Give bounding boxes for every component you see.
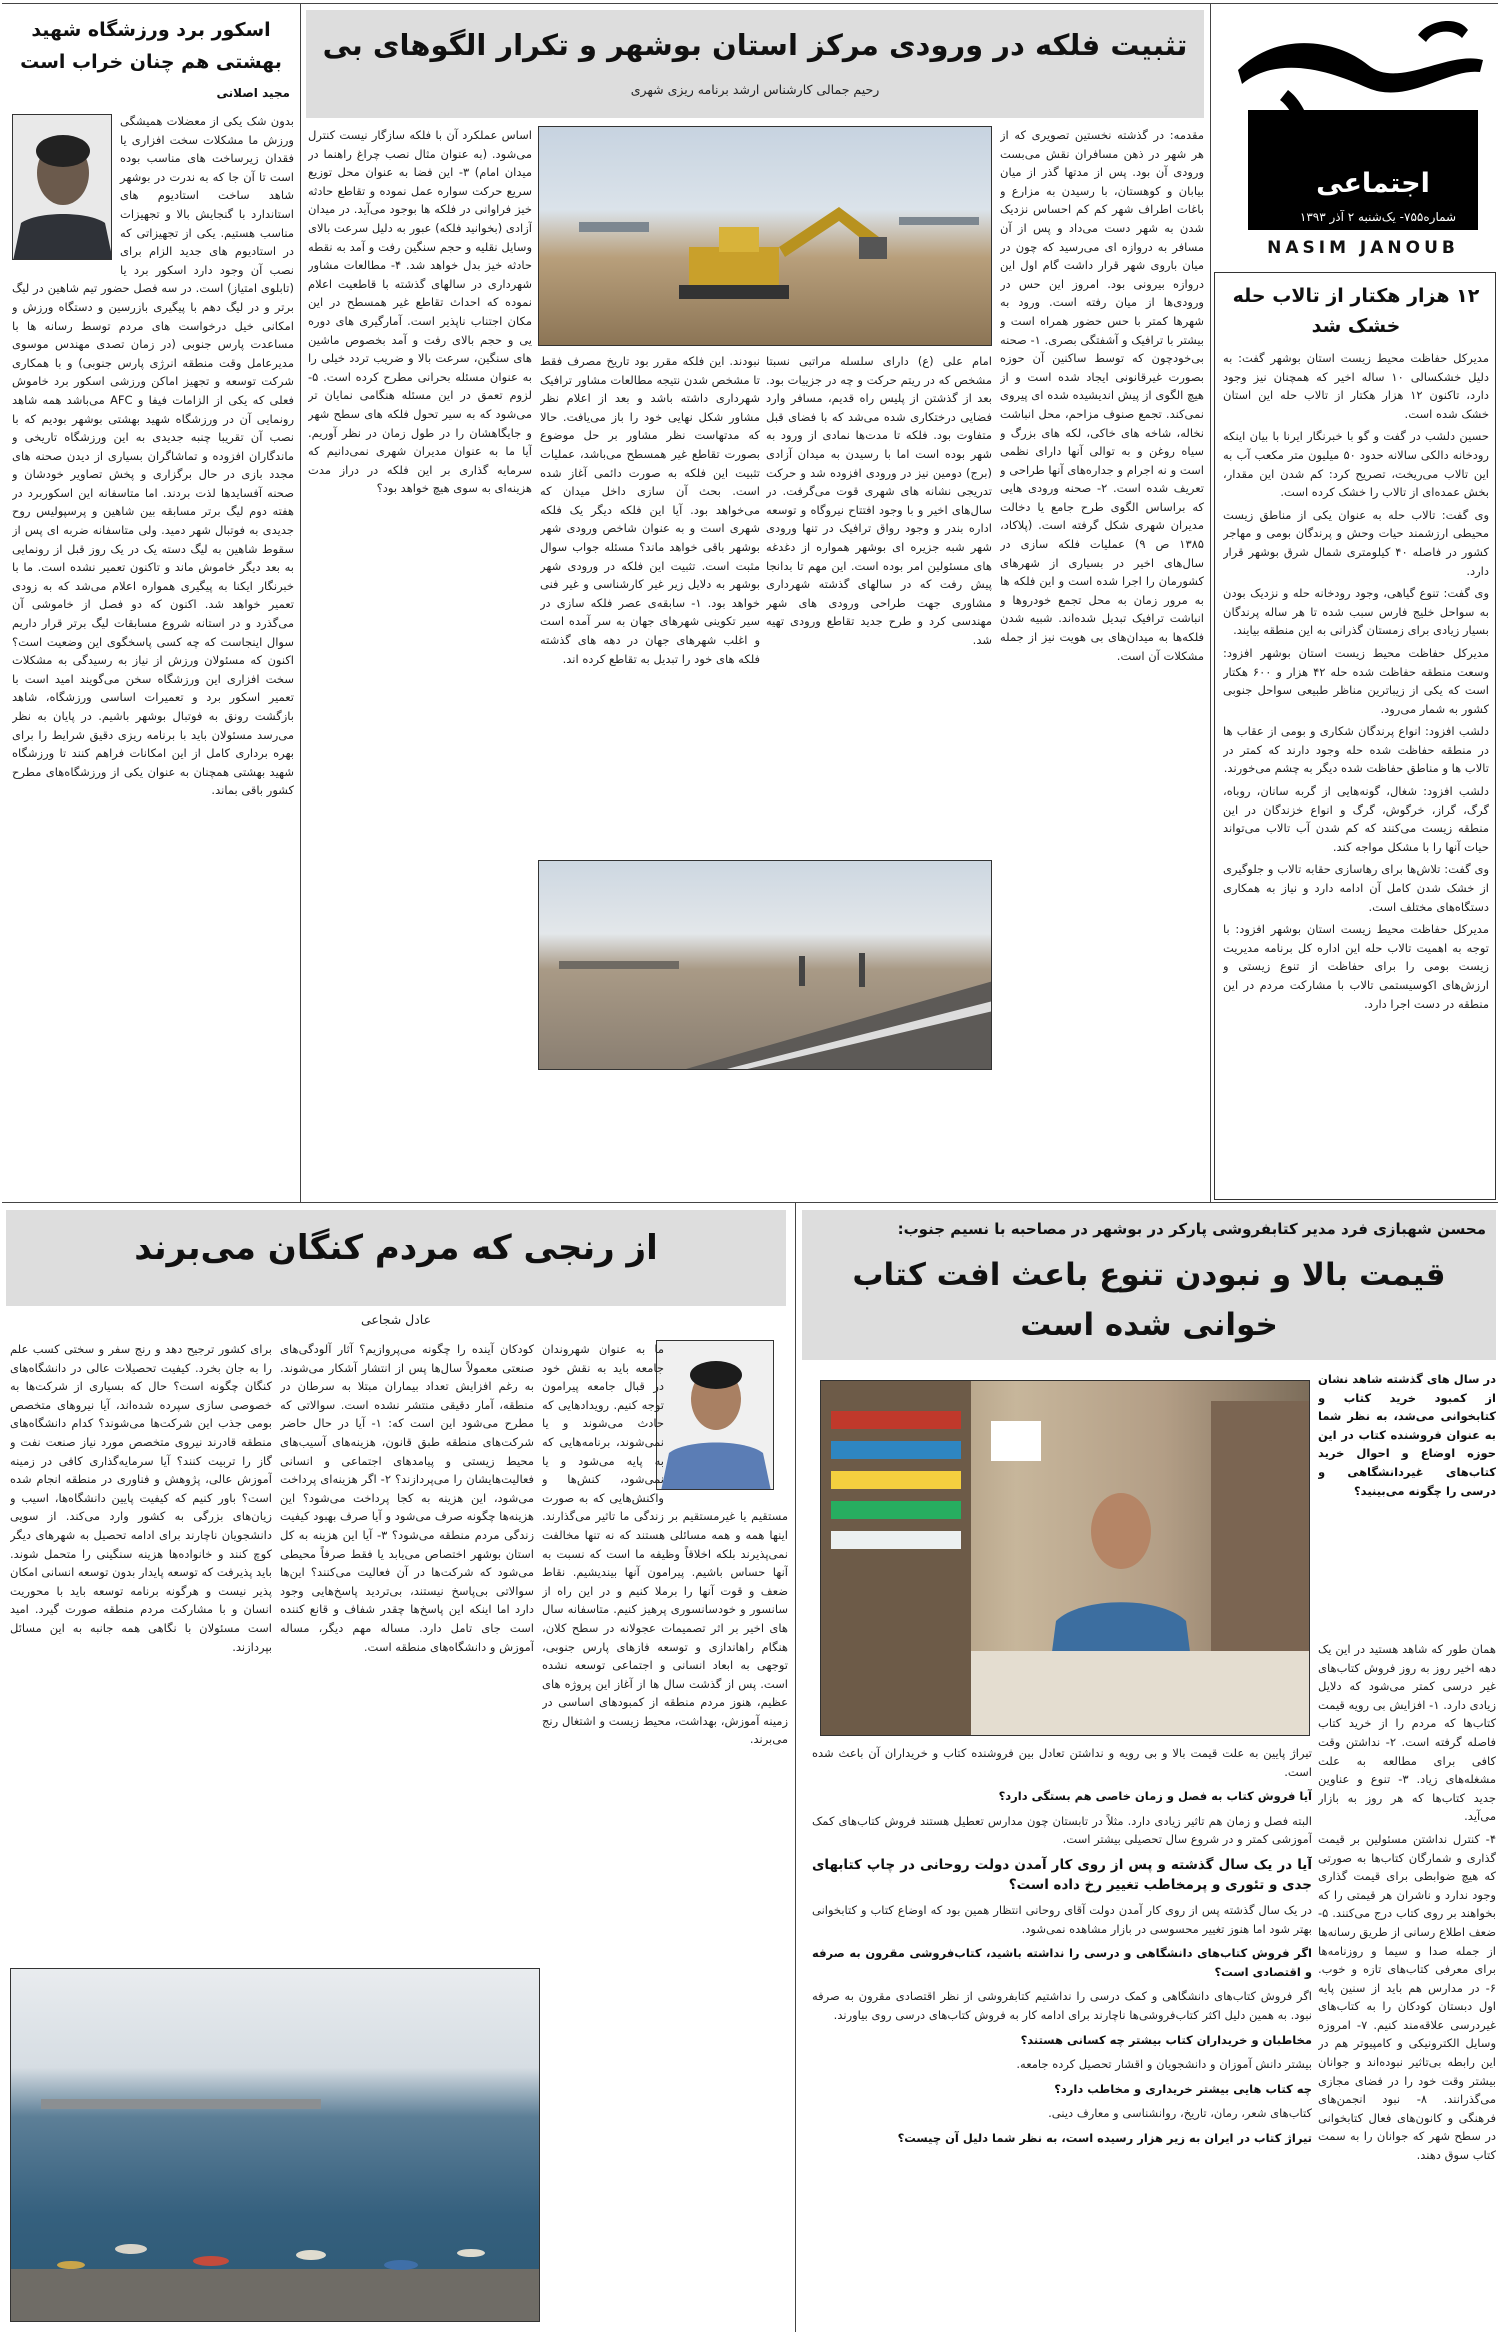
paragraph: دلشب افزود: انواع پرندگان شکاری و بومی از عقاب ها در منطقه حفاظت شده حله وجود دارند که کمتر در تالاب ها و مناطق حفاظت شده دیگر به چشم می‌خورند.	[1223, 724, 1489, 776]
roundabout-column-2-end	[766, 1078, 992, 1192]
paragraph: مدیرکل حفاظت محیط زیست استان بوشهر گفت: به دلیل خشکسالی ۱۰ ساله اخیر که همچنان نیز وجود دارد، تاکنون ۱۲ هزار هکتار از تالاب حله این استان خشک شده است.	[1223, 351, 1489, 421]
stadium-text: بدون شک یکی از معضلات همیشگی ورزش ما مشکلات سخت افزاری یا فقدان زیرساخت های مناسب بوده است تا آن جا که به ندرت در بوشهر شاهد ساخت استادیوم های استاندارد با گنجایش بالا و تجهیزات مناسب هستیم. یکی از تجهیزاتی که در استادیوم های جدید الزام برای نصب آن وجود دارد اسکور برد یا (تابلوی امتیاز) است. در سه فصل حضور تیم شاهین در لیگ برتر و در لیگ دهم با پیگیری بازرسین و دستگاه ورزش و امکانی خیل درخواست های مردم توسط رسانه ها با مساعدت پارس جنوبی (در زمان تصدی مهندس موسوی مدیرعامل وقت منطقه انرژی پارس جنوبی) و با همکاری شرکت توسعه و تجهیز اماکن ورزشی اسکور برد خاموش فعلی که یکی از الزامات فیفا و AFC می‌باشد همه شاهد رونمایی آن در ورزشگاه شهید بهشتی بوشهر بودیم که با نصب آن تقریبا چنبه جدیدی به این ورزشگاه تاریخی و ماندگاران افزوده و تماشاگران بسیاری از دیدن صحنه های مجدد بازی در حال برگزاری و پخش تصاویر خودشان و صحنه آفسایدها لذت بردند. اما متاسفانه این اسکوربرد در هفته دوم لیگ برتر مسابقه بین شاهین و پرسپولیس روح جدیدی به فوتبال شهر دمید. ولی متاسفانه ضربه ای پس از سقوط شاهین به لیگ دسته یک در یک روز قبل از رونمایی به بعد دیگر خاموش ماند و تاکنون تعمیر نشده است. ما با خبرنگار ایکنا به پیگیری همواره اعلام می‌شد که به زودی تعمیر خواهد شد. اکنون که دو فصل از خاموشی آن می‌گذرد و در استانه شروع مسابقات لیگ برتر قرار داریم سوال اینجاست که چه کسی پاسخگوی این وضعیت است؟ اکنون که مسئولان ورزش از نیاز به رسیدگی به مشکلات سخت افزاری این ورزشگاه سخن می‌گویند امید است با تعمیر اسکور برد و تعمیرات اساسی ورزشگاه، شاهد بازگشت رونق به فوتبال بوشهر باشیم. در پایان به نظر می‌رسد مسئولان باید با برنامه ریزی دقیق شرایط را برای بهره برداری کامل از این امکانات فراهم کنند تا ورزشگاه شهید بهشتی همچنان به عنوان یکی از ورزشگاه‌های مطرح کشور باقی بماند.	[12, 114, 294, 798]
stadium-story	[6, 10, 296, 1196]
roundabout-column-3: نبودند. این فلکه مقرر بود تاریخ مصرف فقط تا مشخص شدن نتیجه مطالعات مشاور ترافیک شهرداری داشته باشد و بعد از اعلام نظر مشاور شکل نهایی خود را باز می‌یافت. حالا که مدتهاست نظر مشاور بر حل موضوع بصورت تقاطع غیر همسطح می‌باشد، عملیات تثبیت این فلکه به صورت دائمی آغاز شده است. بحث آن سازی داخل میدان که می‌خواهد بود. آیا این فلکه دیگر یک فلکه شهری است و به عنوان شاخص ورودی شهر بوشهر باقی خواهد ماند؟ مسئله جواب سوال مثبت است. تثبیت این فلکه در ورودی شهر بوشهر به دلایل زیر غیر کارشناسی و غیر فنی خواهد بود. ۱- سابقه‌ی عصر فلکه سازی در سیر تکوینی شهرهای جهان به سر آمده است و اغلب شهرهای جهان در دهه های گذشته فلکه های خود را تبدیل به تقاطع کرده اند.	[540, 354, 760, 666]
qa-answer: البته فصل و زمان هم تاثیر زیادی دارد. مثلاً در تابستان چون مدارس تعطیل هستند فروش کتاب‌های کمک آموزشی کمتر و در شروع سال تحصیلی بیشتر است.	[812, 1813, 1312, 1847]
books-header	[802, 1210, 1496, 1360]
issue-line: شماره۷۵۵- یک‌شنبه ۲ آذر ۱۳۹۳	[1299, 210, 1457, 224]
road-photo	[538, 860, 992, 1070]
excavator-illustration	[539, 127, 992, 346]
elites-byline: عادل شجاعی	[360, 1312, 432, 1327]
elites-column-3: برای کشور ترجیح دهد و رنج سفر و سختی کسب علم را به جان بخرد. کیفیت تحصیلات عالی در دانشگاه‌های کنگان چگونه است؟ حال که بسیاری از شرکت‌ها به خصوصی سازی سپرده شده‌اند، آیا نیروهای متخصص بومی جذب این شرکت‌ها می‌شوند؟ کدام دانشگاه‌های منطقه قادرند نیروی متخصص مورد نیاز صنعت نفت و گاز را تربیت کنند؟ آیا سرمایه‌گذاری کافی در زمینه آموزش عالی، پژوهش و فناوری در منطقه انجام شده است؟ باور کنیم که کیفیت پایین دانشگاه‌ها، اسیب و زیان‌های بزرگی به کشور وارد می‌کند. از سویی دانشجویان ناچارند برای ادامه تحصیل به شهرهای دیگر کوچ کنند و خانواده‌ها هزینه سنگینی را متحمل شوند. باید پذیرفت که توسعه پایدار بدون توسعه انسانی امکان پذیر نیست و هرگونه برنامه توسعه باید با محوریت انسان و با مشارکت مردم منطقه صورت گیرد. امید است مسئولان با نگاهی همه جانبه به این مسائل بپردازند.	[10, 1342, 272, 1654]
qa-answer: کتاب‌های شعر، رمان، تاریخ، روانشناسی و معارف دینی.	[1048, 2106, 1312, 2121]
qa-answer: در یک سال گذشته پس از روی کار آمدن دولت آقای روحانی انتظار همین بود که اوضاع کتاب و کتابخوانی بهتر شود اما هنوز تغییر محسوسی در بازار مشاهده نمی‌شود.	[812, 1902, 1312, 1936]
roundabout-column-2: امام علی (ع) دارای سلسله مراتبی نسبتا مشخص که در ریتم حرکت و چه در جزییات بود. بعد از گذشتن از پلیس راه قدیم، مسافر وارد فضایی درختکاری شده می‌شد که با فضای قبل متفاوت بود. فلکه تا مدت‌ها نمادی از ورود به شهر بوده است اما با رسیدن به میدان آزادی (برج) دومین نیز در ورودی افزوده شد و حرکت تدریجی نشانه های شهری قوت می‌گرفت. در سال‌های اخیر و با وجود افتتاح نیروگاه و توسعه اداره بندر و وجود رواق ترافیک در تنها ورودی شهر شبه جزیره ای بوشهر همواره از دغدغه های مسئولین امر بوده است. این مهم تا بدانجا پیش رفت که در سالهای گذشته شهرداری مشاوری جهت طراحی ورودی های شهر مهندسی کرد و طرح جدید تقاطع ورودی تهیه شد.	[766, 354, 992, 647]
elites-header	[6, 1210, 786, 1306]
stadium-byline: مجید اصلانی	[216, 86, 290, 100]
qa-question: اگر فروش کتاب‌های دانشگاهی و درسی را نداشته باشید، کتاب‌فروشی مقرون به صرفه و اقتصادی است؟	[812, 1946, 1312, 1979]
intro-question: در سال های گذشته شاهد نشان از کمبود خرید کتاب و کتابخوانی می‌شد، به نظر شما به عنوان فروشنده کتاب در این حوزه اوضاع و احوال خرید کتاب‌های غیردانشگاهی و درسی را چگونه می‌بینید؟	[1318, 1372, 1496, 1498]
books-qa	[812, 1744, 1312, 2328]
column-rule	[300, 3, 301, 1202]
right-col-text: ۴- کنترل نداشتن مسئولین بر قیمت گذاری و شمارگان کتاب‌ها به صورتی که هیچ ضوابطی برای قیمت گذاری وجود ندارد و ناشران هر قیمتی را که بخواهند بر روی کتاب درج می‌کنند. ۵- ضعف اطلاع رسانی از طریق رسانه‌ها از جمله صدا و سیما و روزنامه‌ها برای معرفی کتاب‌های تازه و خوب. ۶- در مدارس هم باید از سنین پایه اول دبستان کودکان را به کتاب‌های غیردرسی علاقه‌مند کنیم. ۷- امروزه وسایل الکترونیکی و کامپیوتر هم در این رابطه بی‌تاثیر نبوده‌اند و جوانان بیشتر وقت خود را در فضای مجازی می‌گذرانند. ۸- نبود انجمن‌های فرهنگی و کانون‌های فعال کتابخوانی در سطح شهر که جوانان را به سمت کتاب سوق دهند.	[1318, 1831, 1496, 2163]
books-intro-question	[1318, 1370, 1496, 1632]
harbor-photo	[10, 1968, 540, 2322]
qa-question: آیا فروش کتاب به فصل و زمان خاصی هم بستگی دارد؟	[998, 1789, 1312, 1804]
wetland-body	[1223, 349, 1489, 1195]
paragraph: مدیرکل حفاظت محیط زیست استان بوشهر افزود: وسعت منطقه حفاظت شده حله ۴۲ هزار و ۶۰۰ هکتار است که یکی از زیباترین مناظر طبیعی سواحل جنوبی کشور به شمار می‌رود.	[1223, 645, 1489, 716]
top-border	[2, 3, 1498, 4]
intro-answer: همان طور که شاهد هستید در این یک دهه اخیر روز به روز فروش کتاب‌های غیر درسی کمتر می‌شود که دلایل زیادی دارد. ۱- افزایش بی رویه قیمت کتاب‌ها که مردم را از خرید کتاب فاصله گرفته است. ۲- نداشتن وقت کافی برای مطالعه به علت مشغله‌های زیاد. ۳- تنوع و عناوین جدید کتاب‌ها که هر روز به بازار می‌آید.	[1318, 1642, 1496, 1824]
roundabout-column-4: اساس عملکرد آن با فلکه سازگار نیست کنترل می‌شود. (به عنوان مثال نصب چراغ راهنما در میدان امام) ۳- این فضا به عنوان محل توزیع سریع حرکت سواره عمل نموده و تقاطع حادثه خیز فراوانی در فلکه ها بوجود می‌آید. در میدان آزادی (بخوانید فلکه) عبور به دلیل سرعت بالای وسایل نقلیه و حجم سنگین رفت و آمد به نقطه حادثه خیز بدل خواهد شد. ۴- مطالعات مشاور شهرداری در سالهای گذشته با قاطعیت اعلام نموده که احداث تقاطع غیر همسطح در این مکان اجتناب ناپذیر است. آمارگیری های دوره یی و حجم بالای رفت و آمد بخصوص ماشین های سنگین، سرعت بالا و ضریب تردد خیلی را به عنوان مسئله بحرانی مطرح کرده است. ۵- لزوم تعمق در این مسئله هنگامی نمایان تر می‌شود که به سیر تحول فلکه های سطح شهر و جایگاهشان را در طول زمان در نظر آوریم. آیا ما به عنوان مدیران شهری نمی‌دانیم که سرمایه گذاری بر این فلکه در دراز مدت هزینه‌ای به سوی هیچ خواهد بود؟	[308, 128, 532, 496]
stadium-body	[12, 112, 294, 1192]
roundabout-header	[306, 10, 1204, 118]
qa-answer: بیشتر دانش آموزان و دانشجویان و اقشار تحصیل کرده جامعه.	[1016, 2057, 1312, 2072]
masthead	[1218, 10, 1494, 268]
latin-masthead: NASIM JANOUB	[1267, 238, 1459, 258]
paragraph: مدیرکل حفاظت محیط زیست استان بوشهر افزود: با توجه به اهمیت تالاب حله این اداره کل برنامه مدیریت زیست بومی را برای حفاظت از تنوع زیستی و ارزش‌های اکوسیستمی تالاب با مشارکت مردم در این منطقه در دست اجرا دارد.	[1223, 922, 1489, 1011]
books-kicker: محسن شهبازی فرد مدیر کتابفروشی پارکر در بوشهر در مصاحبه با نسیم جنوب:	[897, 1220, 1486, 1238]
paragraph: حسین دلشب در گفت و گو با خبرنگار ایرنا با بیان اینکه رودخانه دالکی سالانه حدود ۵۰ میلیون متر مکعب آب به این تالاب می‌ریخت، تصریح کرد: کم شدن این مقدار، بخش عمده‌ای از تالاب را خشک کرده است.	[1223, 429, 1489, 500]
harbor-illustration	[11, 1969, 540, 2322]
books-title: قیمت بالا و نبودن تنوع باعث افت کتاب خوانی شده است	[852, 1257, 1446, 1343]
wetland-title: ۱۲ هزار هکتار از تالاب حله خشک شد	[1232, 285, 1480, 337]
photo-spacer	[664, 1340, 788, 1492]
paragraph: وی گفت: تالاب حله به عنوان یکی از مناطق زیست محیطی ارزشمند حیات وحش و پرندگان بومی و مهاجر کشور در فاصله ۴۰ کیلومتری شمال شرق بوشهر قرار دارد.	[1223, 507, 1489, 578]
logo-text	[1418, 12, 1488, 30]
column-rule	[1210, 3, 1211, 1202]
column-rule	[795, 1202, 796, 2332]
qa-question: مخاطبان و خریداران کتاب بیشتر چه کسانی هستند؟	[1020, 2032, 1312, 2047]
books-right-column	[1318, 1640, 1496, 2324]
elites-column-2: کودکان آینده را چگونه می‌پروازیم؟ آثار آلودگی‌های صنعتی معمولاً سال‌ها پس از انتشار آشکار می‌شوند. به رغم افزایش تعداد بیماران مبتلا به سرطان در منطقه، آمار دقیقی منتشر نشده است. سوالاتی که مطرح می‌شود این است که: ۱- آیا در حال حاضر شرکت‌های منطقه طبق قانون، هزینه‌های آسیب‌های محیط زیستی و پیامدهای اجتماعی و انسانی فعالیت‌هایشان را می‌پردازند؟ ۲- اگر هزینه‌ای پرداخت می‌شود، این هزینه به کجا پرداخت می‌شود؟ این هزینه‌ها چگونه صرف می‌شود و آیا صرف بهبود کیفیت زندگی مردم منطقه می‌شود؟ ۳- آیا این هزینه به کل استان بوشهر اختصاص می‌یابد یا فقط صرفاً محیطی می‌شود که شرکت‌ها در آن فعالیت می‌کنند؟ این‌ها سوالاتی بی‌پاسخ نیستند، بی‌تردید پاسخ‌هایی وجود دارد اما اینکه این پاسخ‌ها چقدر شفاف و قانع کننده است جای تامل دارد. مساله مهم دیگر، مساله آموزش و دانشگاه‌های منطقه است.	[280, 1342, 534, 1654]
bookstore-photo	[820, 1380, 1310, 1736]
qa-question: آیا در یک سال گذشته و پس از روی کار آمدن دولت روحانی در چاپ کتابهای جدی و تئوری و پرمخاطب تغییر رخ داده است؟	[812, 1856, 1312, 1893]
roundabout-column-1: مقدمه: در گذشته نخستین تصویری که از هر شهر در ذهن مسافران نقش می‌بست ورودی آن بود. پس از مدتها گذر از میان بیابان و کوهستان، با رسیدن به مزارع و باغات اطراف شهر کم کم احساس نزدیک شدن به شهر دست می‌داد و پس از آن مسافر به دروازه ای می‌رسید که چون در میان باروی شهر قرار داشت گام اول این دروازه بیرونی بود. امروز این حس در ورودی‌ها از میان رفته است. ورود به شهرها کمتر با حس حضور همراه است و بیشتر با ترافیک و آشفتگی بصری. ۱- صحنه بی‌خودچون که توسط ساکنین آن حوزه بصورت غیرقانونی ایجاد شده است و از هیچ الگوی از پیش اندیشیده شده ای پیروی نمی‌کند. تجمع صنوف مزاحم، محل انباشت نخاله، شاخه های خاکی، لکه های بزرگ و سیاه روغن و به توالی آنها دارای نظمی است و نه اجرام و جداره‌های آنها طراحی و تعریف شده است. ۲- صحنه ورودی هایی که براساس الگوی طرح جامع یا دخالت مدیران شهری شکل گرفته است. (پلاکاد، ۱۳۸۵ ص ۹) عملیات فلکه سازی در سال‌های اخیر در بسیاری از شهرهای کشورمان را اجرا شده است و این فلکه ها به مرور زمان به محل تجمع خودروها و انباشت ترافیک تبدیل شده‌اند. شبیه شدن فلکه‌ها به میدان‌های بی هویت نیز از جمله مشکلات آن است.	[1000, 128, 1204, 663]
wetland-story-box	[1214, 272, 1496, 1200]
qa-question: تیراژ کتاب در ایران به زیر هزار رسیده است، به نظر شما دلیل آن چیست؟	[897, 2130, 1312, 2145]
section-label: اجتماعی	[1316, 168, 1430, 199]
qa-question: چه کتاب هایی بیشتر خریداری و مخاطب دارد؟	[1054, 2081, 1312, 2096]
roundabout-byline: رحیم جمالی کارشناس ارشد برنامه ریزی شهری	[630, 82, 880, 97]
section-divider	[2, 1202, 1498, 1203]
qa-answer: تیراژ پایین به علت قیمت بالا و بی رویه و نداشتن تعادل بین فروشنده کتاب و خریداران آن باعث شده است.	[812, 1746, 1312, 1779]
paragraph: دلشب افزود: شغال، گونه‌هایی از گربه سانان، روباه، گرگ، گراز، خرگوش، گرگ و انواع خزندگان در این منطقه زیست می‌کنند که کم شدن آب تالاب می‌تواند حیات آنها را با مشکل مواجه کند.	[1223, 784, 1489, 854]
photo-spacer	[12, 112, 120, 264]
paragraph: وی گفت: تلاش‌ها برای رهاسازی حقابه تالاب و جلوگیری از خشک شدن کامل آن ادامه دارد و نیاز به همکاری دستگاه‌های مختلف است.	[1223, 862, 1489, 914]
elites-column-1	[542, 1340, 788, 2324]
bookstore-illustration	[821, 1381, 1310, 1736]
road-illustration	[539, 861, 992, 1070]
elites-column-1-text: ما به عنوان شهروندان جامعه باید به نقش خود در قبال جامعه پیرامون توجه کنیم. رویدادهایی که حادث می‌شوند و یا نمی‌شوند، برنامه‌هایی که به پایه می‌شود و یا نمی‌شود، کنش‌ها و واکنش‌هایی که به صورت مستقیم یا غیرمستقیم بر زندگی ما تاثیر می‌گذارند. اینها همه و همه مسائلی هستند که نه تنها مخالفت نمی‌پذیرند بلکه اخلاقاً وظیفه ما است که نسبت به آنها حساس باشیم. پیرامون آنها بیندیشیم. نقاط ضعف و قوت آنها را برملا کنیم و در این راه از سانسور و خودسانسوری پرهیز کنیم. متاسفانه سال های اخیر بر اثر تصمیمات عجولانه در سطح کلان، هنگام راهاندازی و توسعه فازهای پارس جنوبی، توجهی به ابعاد انسانی و اجتماعی توسعه نشده است. پس از گذشت سال ها از آغاز این پروژه های عظیم، هنوز مردم منطقه از کمبودهای اساسی در زمینه آموزش، بهداشت، محیط زیست و اشتغال رنج می‌برند.	[542, 1342, 788, 1747]
elites-title: از رنجی که مردم کنگان می‌برند	[134, 1228, 658, 1268]
stadium-title: اسکور برد ورزشگاه شهید بهشتی هم چنان خراب است	[20, 19, 282, 73]
paragraph: وی گفت: تنوع گیاهی، وجود رودخانه حله و نزدیک بودن به سواحل خلیج فارس سبب شده تا هر ساله پرندگان بسیار زیادی برای زمستان گذرانی به این منطقه بیایند.	[1223, 586, 1489, 638]
roundabout-title: تثبیت فلکه در ورودی مرکز استان بوشهر و تکرار الگوهای بی	[322, 28, 1188, 62]
construction-photo	[538, 126, 992, 346]
qa-answer: اگر فروش کتاب‌های دانشگاهی و کمک درسی را نداشتیم کتابفروشی از نظر اقتصادی مقرون به صرفه نبود. به همین دلیل اکثر کتاب‌فروشی‌ها ناچارند برای ادامه کار به فروش کتاب‌های درسی روی بیاورند.	[812, 1989, 1312, 2022]
